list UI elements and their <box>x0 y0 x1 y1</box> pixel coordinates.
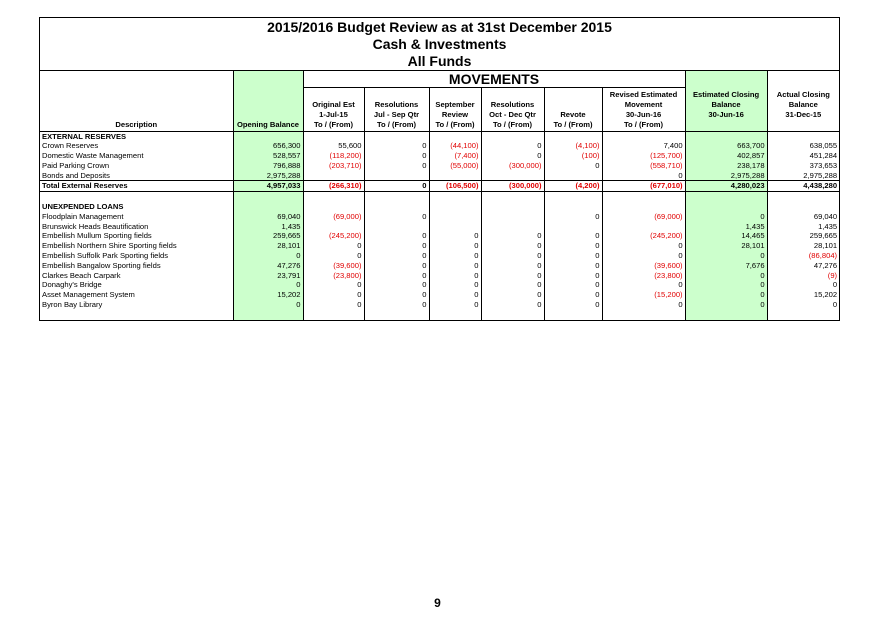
cell-orig: (23,800) <box>303 271 364 281</box>
cell-est: 0 <box>685 271 767 281</box>
cell-res2 <box>481 222 544 232</box>
blank-cell <box>429 131 481 141</box>
cell-opening: 656,300 <box>233 141 303 151</box>
section-heading: EXTERNAL RESERVES <box>42 131 127 141</box>
cell-revised: 0 <box>602 251 685 261</box>
blank-cell <box>364 310 429 320</box>
cell-orig: (245,200) <box>303 231 364 241</box>
cell-revised: (125,700) <box>602 151 685 161</box>
row-description: Clarkes Beach Carpark <box>42 270 121 280</box>
blank-cell <box>481 310 544 320</box>
blank-cell <box>481 131 544 141</box>
report-fund-scope: All Funds <box>407 53 472 69</box>
blank-cell <box>429 202 481 212</box>
cell-est: 0 <box>685 212 767 222</box>
cell-opening: 4,957,033 <box>233 181 303 192</box>
cell-orig: 0 <box>303 251 364 261</box>
cell-res2: 0 <box>481 241 544 251</box>
cell-act: 15,202 <box>767 290 839 300</box>
cell-res2: (300,000) <box>481 161 544 171</box>
cell-res2: 0 <box>481 231 544 241</box>
cell-act: 4,438,280 <box>767 181 839 192</box>
cell-revised: (23,800) <box>602 271 685 281</box>
col-revote-header: Revote To / (From) <box>544 88 602 132</box>
cell-sept: (55,000) <box>429 161 481 171</box>
section-heading-row <box>40 131 839 141</box>
col-description-header: Description <box>40 88 233 132</box>
cell-res2: (300,000) <box>481 181 544 192</box>
cell-revised: (15,200) <box>602 290 685 300</box>
blank-cell <box>364 131 429 141</box>
blank-cell <box>685 131 767 141</box>
cell-res1: 0 <box>364 141 429 151</box>
cell-revised: 7,400 <box>602 141 685 151</box>
cell-orig: 0 <box>303 300 364 310</box>
blank-cell <box>429 310 481 320</box>
row-description: Domestic Waste Management <box>42 151 144 161</box>
blank-cell <box>481 192 544 202</box>
row-description: Brunswick Heads Beautification <box>42 221 149 231</box>
table-row <box>40 241 839 251</box>
blank-cell <box>767 192 839 202</box>
cell-act: 373,653 <box>767 161 839 171</box>
cell-res2: 0 <box>481 280 544 290</box>
row-description: Paid Parking Crown <box>42 160 110 170</box>
blank-header-cell <box>40 71 233 88</box>
cell-revote <box>544 222 602 232</box>
cell-sept: (7,400) <box>429 151 481 161</box>
cell-opening: 69,040 <box>233 212 303 222</box>
cell-opening: 796,888 <box>233 161 303 171</box>
cell-orig <box>303 222 364 232</box>
cell-res1: 0 <box>364 241 429 251</box>
cell-opening: 23,791 <box>233 271 303 281</box>
table-row <box>40 251 839 261</box>
blank-header-cell <box>685 71 767 88</box>
table-row <box>40 151 839 161</box>
cell-revote <box>544 171 602 181</box>
cell-revised <box>602 222 685 232</box>
page-number: 9 <box>434 596 441 610</box>
row-description: Donaghy's Bridge <box>42 280 102 290</box>
blank-cell <box>233 202 303 212</box>
blank-cell <box>767 310 839 320</box>
blank-cell <box>233 131 303 141</box>
row-description: Bonds and Deposits <box>42 170 110 180</box>
blank-cell <box>303 192 364 202</box>
cell-opening: 47,276 <box>233 261 303 271</box>
cell-opening: 1,435 <box>233 222 303 232</box>
movements-heading: MOVEMENTS <box>303 71 685 88</box>
col-res-oct-dec-header: Resolutions Oct - Dec Qtr To / (From) <box>481 88 544 132</box>
cell-revote: 0 <box>544 271 602 281</box>
cell-act: 451,284 <box>767 151 839 161</box>
blank-cell <box>40 310 233 320</box>
cell-revote: 0 <box>544 161 602 171</box>
cell-act: 69,040 <box>767 212 839 222</box>
blank-cell <box>685 310 767 320</box>
cell-sept: (44,100) <box>429 141 481 151</box>
cell-res2: 0 <box>481 251 544 261</box>
cell-res1: 0 <box>364 161 429 171</box>
col-september-header: September Review To / (From) <box>429 88 481 132</box>
col-original-est-header: Original Est 1-Jul-15 To / (From) <box>303 88 364 132</box>
cell-revote: 0 <box>544 280 602 290</box>
row-description: Total External Reserves <box>40 181 233 192</box>
cell-act: 0 <box>767 280 839 290</box>
cell-res1: 0 <box>364 290 429 300</box>
col-est-closing-header: Estimated Closing Balance 30-Jun-16 <box>685 88 767 132</box>
cell-orig: 0 <box>303 290 364 300</box>
blank-cell <box>544 192 602 202</box>
cell-res2 <box>481 171 544 181</box>
cell-sept: 0 <box>429 280 481 290</box>
cell-opening: 0 <box>233 300 303 310</box>
blank-header-cell <box>767 71 839 88</box>
total-row <box>40 181 839 192</box>
blank-cell <box>303 310 364 320</box>
table-row <box>40 280 839 290</box>
blank-cell <box>40 192 233 202</box>
table-row <box>40 231 839 241</box>
table-row <box>40 141 839 151</box>
cell-act: 1,435 <box>767 222 839 232</box>
cell-res2: 0 <box>481 261 544 271</box>
table-row <box>40 212 839 222</box>
cell-opening: 0 <box>233 251 303 261</box>
cell-revote: (4,100) <box>544 141 602 151</box>
col-res-jul-sep-header: Resolutions Jul - Sep Qtr To / (From) <box>364 88 429 132</box>
cell-orig: (118,200) <box>303 151 364 161</box>
cell-res1: 0 <box>364 271 429 281</box>
row-description: Embellish Bangalow Sporting fields <box>42 260 161 270</box>
col-opening-header: Opening Balance <box>233 88 303 132</box>
blank-cell <box>429 192 481 202</box>
cell-sept: 0 <box>429 251 481 261</box>
cell-revised: (558,710) <box>602 161 685 171</box>
cell-revote: (100) <box>544 151 602 161</box>
cell-orig: (69,000) <box>303 212 364 222</box>
blank-cell <box>602 192 685 202</box>
cell-revote: 0 <box>544 300 602 310</box>
cell-opening: 259,665 <box>233 231 303 241</box>
blank-cell <box>544 310 602 320</box>
cell-revised: (245,200) <box>602 231 685 241</box>
blank-cell <box>544 131 602 141</box>
cell-est: 4,280,023 <box>685 181 767 192</box>
table-row <box>40 171 839 181</box>
cell-sept: 0 <box>429 261 481 271</box>
cell-sept: 0 <box>429 241 481 251</box>
cell-est: 7,676 <box>685 261 767 271</box>
blank-cell <box>481 202 544 212</box>
row-description: Byron Bay Library <box>42 300 103 310</box>
cell-orig <box>303 171 364 181</box>
cell-opening: 0 <box>233 280 303 290</box>
blank-cell <box>685 192 767 202</box>
table-row <box>40 261 839 271</box>
cell-opening: 15,202 <box>233 290 303 300</box>
cell-revised: (677,010) <box>602 181 685 192</box>
cell-est: 402,857 <box>685 151 767 161</box>
row-description: Asset Management System <box>42 290 135 300</box>
cell-revote: 0 <box>544 290 602 300</box>
cell-act: 47,276 <box>767 261 839 271</box>
cell-est: 0 <box>685 251 767 261</box>
cell-opening: 2,975,288 <box>233 171 303 181</box>
cell-revote: 0 <box>544 212 602 222</box>
cell-est: 2,975,288 <box>685 171 767 181</box>
cell-act: 638,055 <box>767 141 839 151</box>
cell-est: 663,700 <box>685 141 767 151</box>
budget-sheet <box>39 17 840 321</box>
row-description: Embellish Suffolk Park Sporting fields <box>42 251 169 261</box>
cell-act: 28,101 <box>767 241 839 251</box>
cell-res1: 0 <box>364 181 429 192</box>
report-title: 2015/2016 Budget Review as at 31st December 2015 <box>267 19 612 35</box>
cell-revote: (4,200) <box>544 181 602 192</box>
table-row <box>40 161 839 171</box>
cell-revised: 0 <box>602 300 685 310</box>
cell-sept <box>429 222 481 232</box>
blank-cell <box>602 202 685 212</box>
spacer-row <box>40 192 839 202</box>
cell-act: (9) <box>767 271 839 281</box>
cell-res1 <box>364 222 429 232</box>
cell-revised: (39,600) <box>602 261 685 271</box>
cell-act: 2,975,288 <box>767 171 839 181</box>
cell-est: 0 <box>685 290 767 300</box>
blank-cell <box>233 310 303 320</box>
cell-sept: (106,500) <box>429 181 481 192</box>
cell-res1: 0 <box>364 300 429 310</box>
column-header-row <box>40 88 839 132</box>
cell-revote: 0 <box>544 251 602 261</box>
row-description: Floodplain Management <box>42 211 124 221</box>
blank-cell <box>685 202 767 212</box>
blank-header-cell <box>233 71 303 88</box>
cell-revised: (69,000) <box>602 212 685 222</box>
cell-orig: 0 <box>303 241 364 251</box>
cell-est: 28,101 <box>685 241 767 251</box>
cell-res2: 0 <box>481 290 544 300</box>
row-description: Embellish Mullum Sporting fields <box>42 231 152 241</box>
cell-res2: 0 <box>481 151 544 161</box>
report-subtitle: Cash & Investments <box>372 36 507 52</box>
cell-sept: 0 <box>429 271 481 281</box>
section-heading-row <box>40 202 839 212</box>
cell-orig: (39,600) <box>303 261 364 271</box>
report-title-block <box>40 18 839 70</box>
cell-sept: 0 <box>429 300 481 310</box>
cell-res1: 0 <box>364 261 429 271</box>
cell-orig: 55,600 <box>303 141 364 151</box>
cell-res2: 0 <box>481 300 544 310</box>
cell-orig: (203,710) <box>303 161 364 171</box>
cell-revised: 0 <box>602 280 685 290</box>
col-revised-header: Revised Estimated Movement 30-Jun-16 To / (From) <box>602 88 685 132</box>
blank-cell <box>602 310 685 320</box>
spacer-row <box>40 310 839 320</box>
table-row <box>40 290 839 300</box>
table-row <box>40 300 839 310</box>
cell-est: 1,435 <box>685 222 767 232</box>
cell-sept: 0 <box>429 231 481 241</box>
cell-sept: 0 <box>429 290 481 300</box>
cell-res1 <box>364 171 429 181</box>
cell-res1: 0 <box>364 151 429 161</box>
cell-revote: 0 <box>544 261 602 271</box>
table-row <box>40 222 839 232</box>
cell-est: 0 <box>685 280 767 290</box>
cell-res2 <box>481 212 544 222</box>
cell-est: 0 <box>685 300 767 310</box>
row-description: Embellish Northern Shire Sporting fields <box>42 241 177 251</box>
section-heading: UNEXPENDED LOANS <box>42 202 124 212</box>
cell-act: 0 <box>767 300 839 310</box>
cell-revote: 0 <box>544 231 602 241</box>
cell-orig: 0 <box>303 280 364 290</box>
cell-sept <box>429 171 481 181</box>
cell-orig: (266,310) <box>303 181 364 192</box>
cell-res1: 0 <box>364 251 429 261</box>
cell-res2: 0 <box>481 141 544 151</box>
blank-cell <box>767 131 839 141</box>
cell-est: 14,465 <box>685 231 767 241</box>
blank-cell <box>602 131 685 141</box>
blank-cell <box>303 202 364 212</box>
cell-revised: 0 <box>602 241 685 251</box>
cell-res1: 0 <box>364 231 429 241</box>
table-row <box>40 271 839 281</box>
cash-investments-table <box>40 70 839 320</box>
cell-res1: 0 <box>364 280 429 290</box>
cell-act: 259,665 <box>767 231 839 241</box>
col-actual-closing-header: Actual Closing Balance 31-Dec-15 <box>767 88 839 132</box>
cell-act: (86,804) <box>767 251 839 261</box>
cell-opening: 528,557 <box>233 151 303 161</box>
cell-opening: 28,101 <box>233 241 303 251</box>
row-description: Crown Reserves <box>42 141 99 151</box>
cell-res2: 0 <box>481 271 544 281</box>
blank-cell <box>303 131 364 141</box>
cell-est: 238,178 <box>685 161 767 171</box>
blank-cell <box>364 192 429 202</box>
cell-revised: 0 <box>602 171 685 181</box>
blank-cell <box>233 192 303 202</box>
blank-cell <box>767 202 839 212</box>
blank-cell <box>544 202 602 212</box>
blank-cell <box>364 202 429 212</box>
cell-res1: 0 <box>364 212 429 222</box>
cell-revote: 0 <box>544 241 602 251</box>
cell-sept <box>429 212 481 222</box>
